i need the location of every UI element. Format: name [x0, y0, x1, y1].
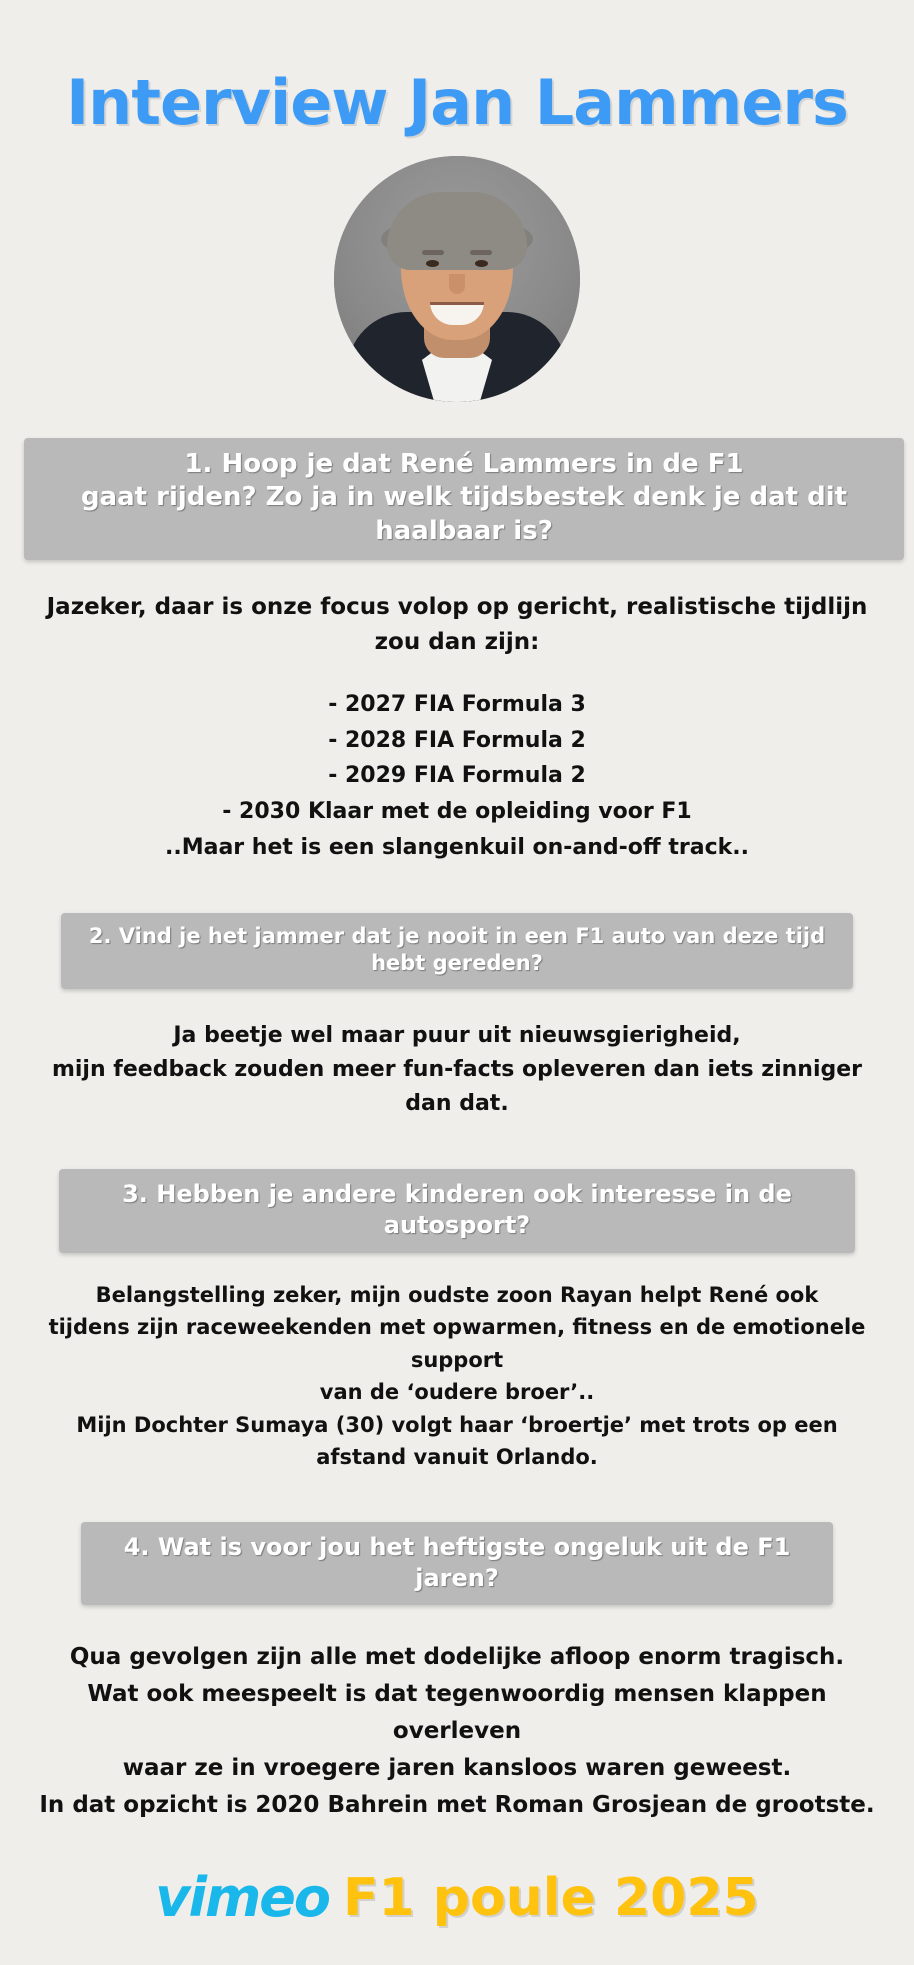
- question-1-line-2: gaat rijden? Zo ja in welk tijdsbestek denk je dat dit haalbaar is?: [80, 482, 848, 546]
- portrait-eyebrow-right: [470, 250, 492, 255]
- answer-1-list-item: - 2028 FIA Formula 2: [328, 727, 586, 753]
- answer-3-line: Mijn Dochter Sumaya (30) volgt haar ‘broertje’ met trots op een afstand vanuit Orlando.: [76, 1412, 838, 1470]
- answer-3-line: Belangstelling zeker, mijn oudste zoon Rayan helpt René ook: [95, 1282, 819, 1307]
- answer-3: [37, 1279, 877, 1474]
- footer: [24, 1866, 890, 1965]
- question-band-2: 2. Vind je het jammer dat je nooit in een F1 auto van deze tijd hebt gereden?: [61, 913, 853, 989]
- answer-4-line: In dat opzicht is 2020 Bahrein met Roman Grosjean de grootste.: [39, 1791, 875, 1818]
- answer-1-list-item: ..Maar het is een slangenkuil on-and-off track..: [164, 834, 750, 860]
- portrait-eye-left: [426, 260, 439, 267]
- vimeo-logo: vimeo: [155, 1866, 329, 1930]
- answer-4: [37, 1639, 877, 1823]
- portrait-hair: [387, 192, 527, 270]
- answer-4-line: Wat ook meespeelt is dat tegenwoordig mensen klappen overleven: [87, 1681, 827, 1744]
- answer-1-list-item: - 2029 FIA Formula 2: [328, 763, 586, 789]
- answer-1-list: [37, 687, 877, 865]
- question-band-3: 3. Hebben je andere kinderen ook interesse in de autosport?: [59, 1169, 855, 1252]
- portrait-nose: [449, 274, 465, 294]
- avatar: [334, 156, 580, 402]
- portrait-container: [24, 156, 890, 402]
- question-band-4: 4. Wat is voor jou het heftigste ongeluk uit de F1 jaren?: [81, 1522, 833, 1605]
- footer-title: F1 poule 2025: [343, 1868, 759, 1929]
- answer-4-line: waar ze in vroegere jaren kansloos waren geweest.: [122, 1754, 792, 1781]
- answer-2-line: Ja beetje wel maar puur uit nieuwsgierigheid,: [173, 1022, 741, 1048]
- question-1-line-1: 1. Hoop je dat René Lammers in de F1: [184, 449, 744, 479]
- portrait-eye-right: [475, 260, 488, 267]
- answer-2: [37, 1019, 877, 1121]
- page-title: Interview Jan Lammers: [66, 66, 848, 139]
- answer-3-line: tijdens zijn raceweekenden met opwarmen, fitness en de emotionele support: [48, 1315, 866, 1372]
- answer-3-line: van de ‘oudere broer’..: [319, 1380, 595, 1405]
- answer-1-list-item: - 2030 Klaar met de opleiding voor F1: [222, 798, 692, 824]
- answer-2-line: mijn feedback zouden meer fun-facts opleveren dan iets zinniger dan dat.: [51, 1057, 863, 1117]
- answer-1-intro: Jazeker, daar is onze focus volop op gericht, realistische tijdlijn zou dan zijn:: [46, 593, 868, 656]
- answer-1-list-item: - 2027 FIA Formula 3: [328, 692, 586, 718]
- portrait-eyebrow-left: [422, 250, 444, 255]
- answer-4-line: Qua gevolgen zijn alle met dodelijke afloop enorm tragisch.: [69, 1644, 845, 1671]
- question-band-1: [24, 438, 904, 560]
